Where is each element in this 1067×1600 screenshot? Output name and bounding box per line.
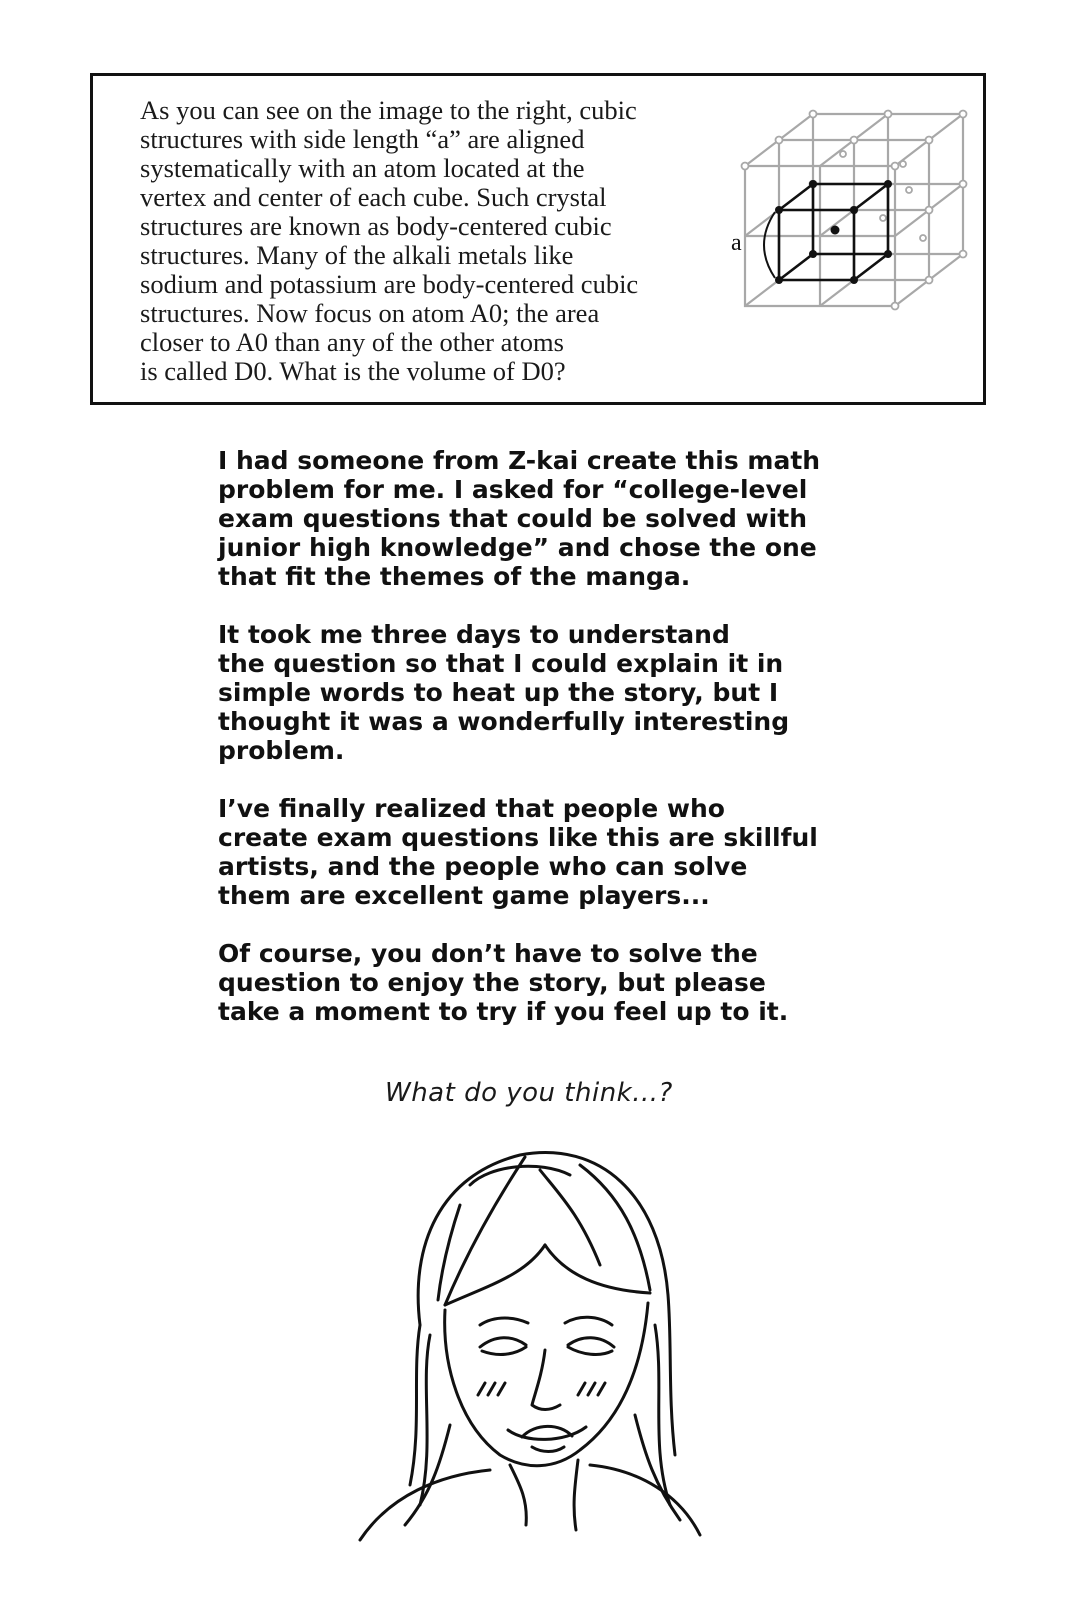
problem-line: structures. Now focus on atom A0; the area bbox=[140, 298, 600, 328]
notes-line: that fit the themes of the manga. bbox=[218, 562, 691, 591]
problem-box bbox=[90, 73, 986, 405]
notes-paragraph bbox=[218, 620, 858, 765]
bcc-lattice-diagram bbox=[723, 98, 983, 328]
notes-line: them are excellent game players... bbox=[218, 881, 710, 910]
problem-line: systematically with an atom located at the bbox=[140, 153, 585, 183]
problem-line: structures. Many of the alkali metals like bbox=[140, 240, 574, 270]
notes-line: simple words to heat up the story, but I bbox=[218, 678, 779, 707]
problem-line: is called D0. What is the volume of D0? bbox=[140, 356, 566, 386]
notes-line: Of course, you don’t have to solve the bbox=[218, 939, 758, 968]
problem-line: As you can see on the image to the right, cubic bbox=[140, 95, 637, 125]
problem-text bbox=[140, 96, 720, 386]
notes-line: thought it was a wonderfully interesting bbox=[218, 707, 790, 736]
speech-caption: What do you think...? bbox=[385, 1078, 673, 1108]
smiling-woman-illustration bbox=[350, 1125, 710, 1555]
notes-line: take a moment to try if you feel up to it. bbox=[218, 997, 789, 1026]
author-notes bbox=[218, 446, 858, 1055]
notes-line: junior high knowledge” and chose the one bbox=[218, 533, 817, 562]
notes-line: the question so that I could explain it in bbox=[218, 649, 784, 678]
notes-line: I’ve finally realized that people who bbox=[218, 794, 725, 823]
problem-line: vertex and center of each cube. Such crystal bbox=[140, 182, 607, 212]
problem-line: closer to A0 than any of the other atoms bbox=[140, 327, 564, 357]
problem-line: sodium and potassium are body-centered cubic bbox=[140, 269, 639, 299]
notes-line: problem. bbox=[218, 736, 345, 765]
notes-paragraph bbox=[218, 794, 858, 910]
diagram-label: a bbox=[731, 230, 742, 256]
notes-line: question to enjoy the story, but please bbox=[218, 968, 766, 997]
notes-paragraph bbox=[218, 939, 858, 1026]
problem-line: structures are known as body-centered cubic bbox=[140, 211, 612, 241]
problem-line: structures with side length “a” are aligned bbox=[140, 124, 585, 154]
notes-line: artists, and the people who can solve bbox=[218, 852, 748, 881]
notes-line: It took me three days to understand bbox=[218, 620, 730, 649]
notes-paragraph bbox=[218, 446, 858, 591]
notes-line: exam questions that could be solved with bbox=[218, 504, 807, 533]
notes-line: I had someone from Z-kai create this math bbox=[218, 446, 821, 475]
notes-line: problem for me. I asked for “college-level bbox=[218, 475, 808, 504]
notes-line: create exam questions like this are skillful bbox=[218, 823, 818, 852]
